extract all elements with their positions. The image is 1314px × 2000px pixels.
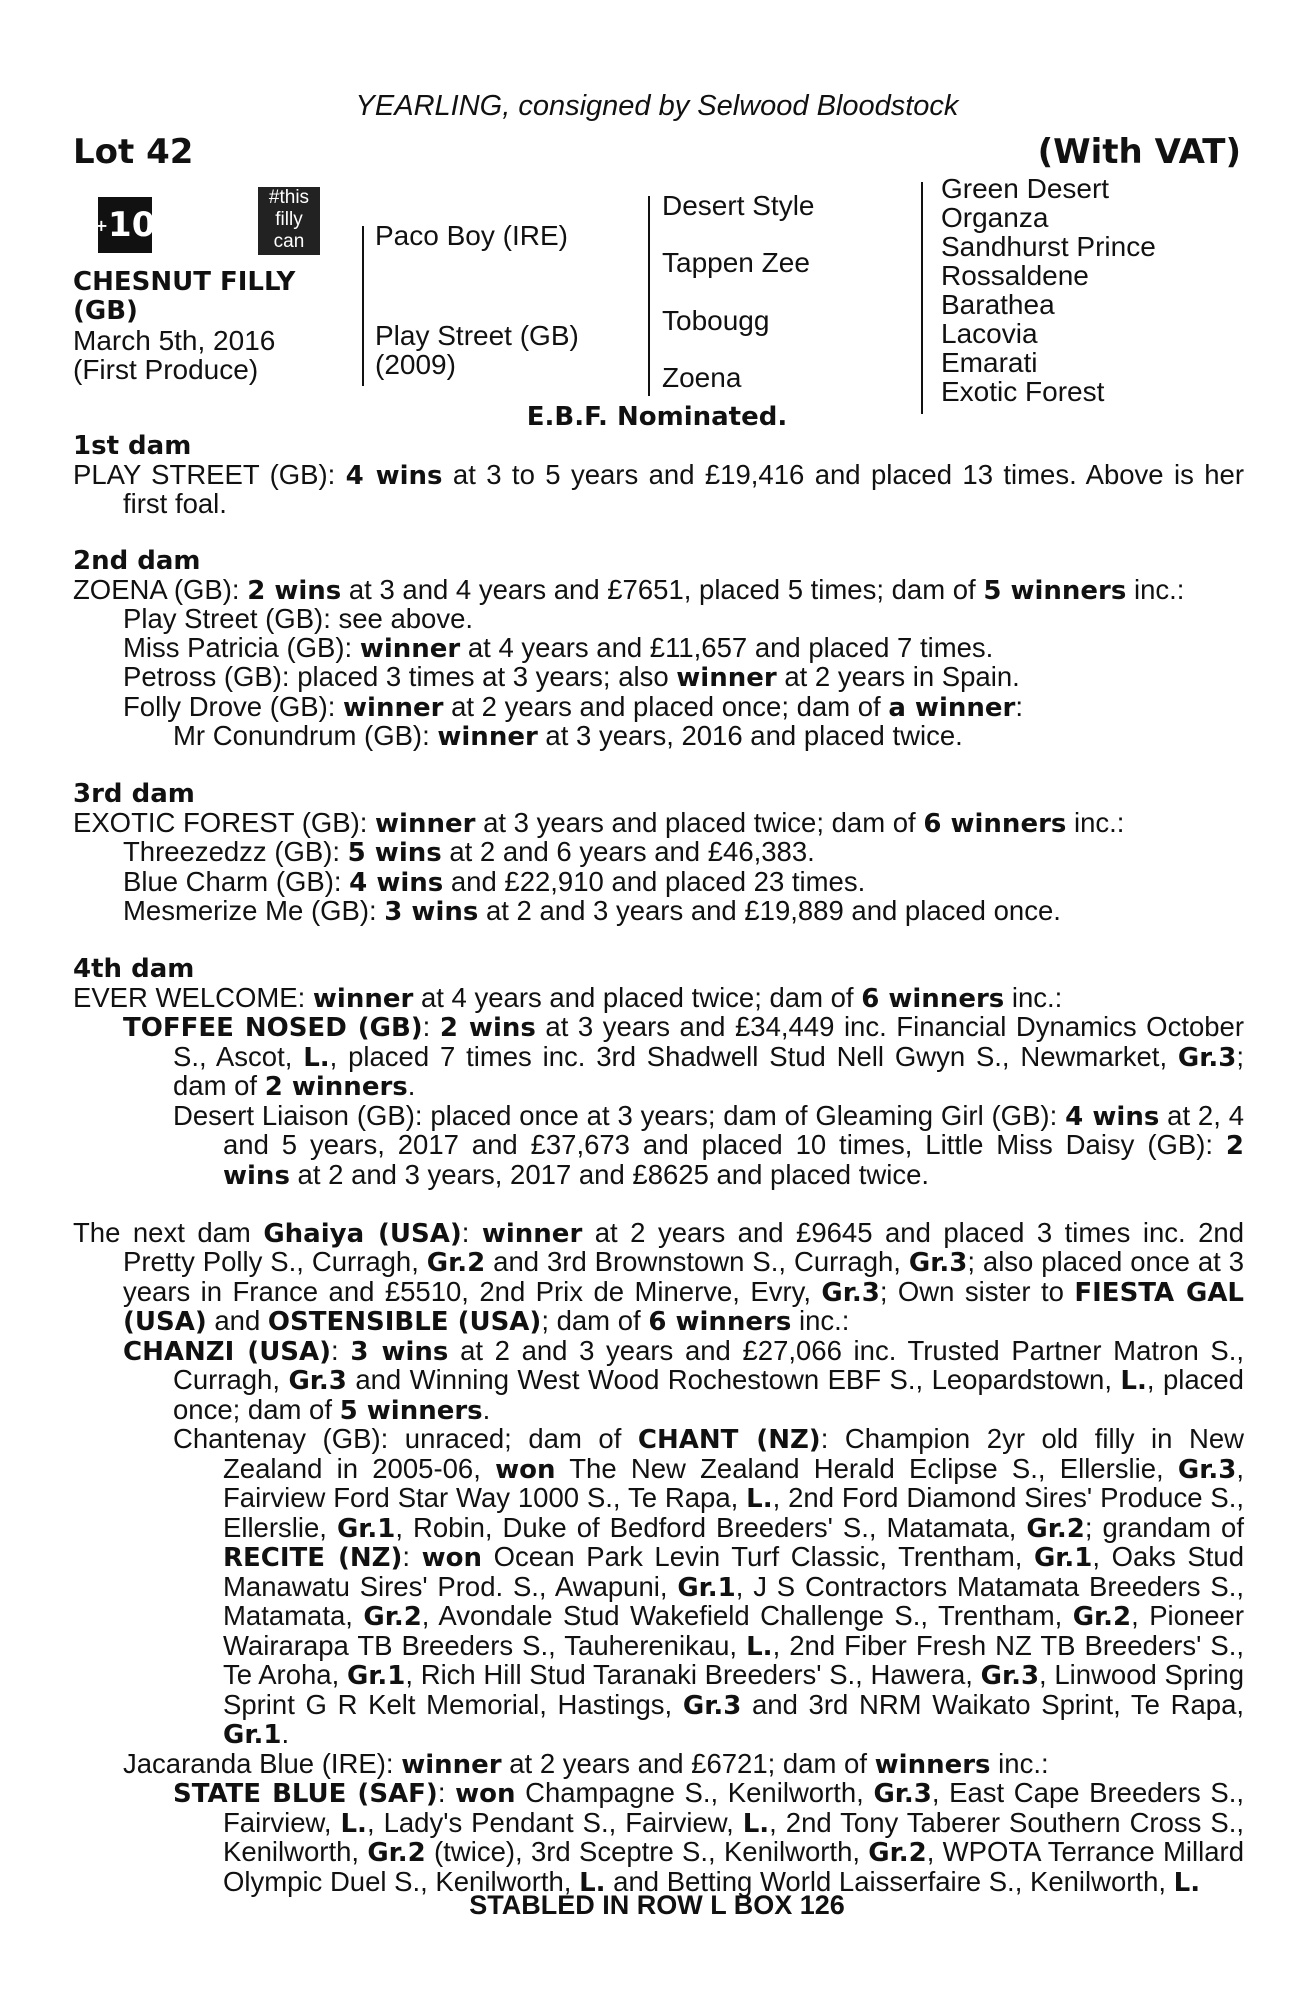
entry: ZOENA (GB): 2 wins at 3 and 4 years and £7651, placed 5 times; dam of 5 winners inc.:: [73, 573, 1185, 606]
great-grandsires: Green Desert Organza Sandhurst Prince Rossaldene Barathea Lacovia Emarati Exotic Forest: [941, 173, 1156, 407]
grandsire: Desert Style: [662, 190, 815, 221]
produce-note: (First Produce): [73, 354, 259, 385]
entry: Blue Charm (GB): 4 wins and £22,910 and placed 23 times.: [123, 865, 866, 898]
entry: TOFFEE NOSED (GB): 2 wins at 3 years and £34,449 inc. Financial Dynamics October S., Ascot, L., placed 7 times inc. 3rd Shadwell Stud Nell Gwyn S., Newmarket, Gr.3; dam of 2 winners.: [123, 1011, 1245, 1102]
entry: CHANZI (USA): 3 wins at 2 and 3 years and £27,066 inc. Trusted Partner Matron S., Curragh, Gr.3 and Winning West Wood Rochestown EBF S., Leopardstown, L., placed once; dam of 5 winners.: [123, 1334, 1245, 1426]
section-heading: 2nd dam: [73, 546, 201, 576]
entry: EVER WELCOME: winner at 4 years and placed twice; dam of 6 winners inc.:: [73, 981, 1063, 1014]
dam-year: (2009): [375, 349, 456, 380]
sire: Paco Boy (IRE): [375, 220, 568, 251]
entry: Miss Patricia (GB): winner at 4 years and £11,657 and placed 7 times.: [123, 631, 994, 664]
pedigree-divider: [648, 196, 650, 396]
entry: Mesmerize Me (GB): 3 wins at 2 and 3 years and £19,889 and placed once.: [123, 895, 1061, 927]
entry: Petross (GB): placed 3 times at 3 years; also winner at 2 years in Spain.: [123, 661, 1020, 693]
entry: The next dam Ghaiya (USA): winner at 2 years and £9645 and placed 3 times inc. 2nd Pretty Polly S., Curragh, Gr.2 and 3rd Brownstown S., Curragh, Gr.3; also placed once at 3 years in France and £5510, 2nd Prix de Minerve, Evry, Gr.3; Own sister to FIESTA GAL (USA) and OSTENSIBLE (USA); dam of 6 winners inc.:: [73, 1216, 1245, 1337]
grandsire: Tobougg: [662, 305, 770, 336]
section-heading: 1st dam: [73, 431, 192, 461]
grandsire: Tappen Zee: [662, 247, 810, 278]
pedigree-divider: [362, 226, 364, 386]
plus10-logo-icon: + 10: [98, 197, 152, 253]
lot-number: Lot 42: [73, 132, 194, 172]
pedigree-divider: [921, 182, 923, 414]
entry: Jacaranda Blue (IRE): winner at 2 years and £6721; dam of winners inc.:: [123, 1747, 1049, 1780]
grandsire: Zoena: [662, 362, 742, 393]
this-filly-can-logo-icon: #this filly can: [258, 187, 320, 255]
entry: Folly Drove (GB): winner at 2 years and placed once; dam of a winner:: [123, 690, 1023, 723]
stable-location: STABLED IN ROW L BOX 126: [469, 1890, 845, 1920]
dam: Play Street (GB): [375, 320, 579, 351]
section-heading: 4th dam: [73, 954, 195, 984]
entry: Threezedzz (GB): 5 wins at 2 and 6 years and £46,383.: [123, 836, 815, 868]
vat-note: (With VAT): [1037, 132, 1241, 172]
entry: STATE BLUE (SAF): won Champagne S., Kenilworth, Gr.3, East Cape Breeders S., Fairview, L., Lady's Pendant S., Fairview, L., 2nd Tony Taberer Southern Cross S., Kenilworth, Gr.2 (twice), 3rd Sceptre S., Kenilworth, Gr.2, WPOTA Terrance Millard Olympic Duel S., Kenilworth, L. and Betting World Laisserfaire S., Kenilworth, L.: [173, 1777, 1244, 1898]
entry: Mr Conundrum (GB): winner at 3 years, 2016 and placed twice.: [173, 720, 963, 752]
entry: Chantenay (GB): unraced; dam of CHANT (NZ): Champion 2yr old filly in New Zealand in 2005-06, won The New Zealand Herald Eclipse S., Ellerslie, Gr.3, Fairview Ford Star Way 1000 S., Te Rapa, L., 2nd Ford Diamond Sires' Produce S., Ellerslie, Gr.1, Robin, Duke of Bedford Breeders' S., Matamata, Gr.2; grandam of RECITE (NZ): won Ocean Park Levin Turf Classic, Trentham, Gr.1, Oaks Stud Manawatu Sires' Prod. S., Awapuni, Gr.1, J S Contractors Matamata Breeders S., Matamata, Gr.2, Avondale Stud Wakefield Challenge S., Trentham, Gr.2, Pioneer Wairarapa TB Breeders S., Tauherenikau, L., 2nd Fiber Fresh NZ TB Breeders' S., Te Aroha, Gr.1, Rich Hill Stud Taranaki Breeders' S., Hawera, Gr.3, Linwood Spring Sprint G R Kelt Memorial, Hastings, Gr.3 and 3rd NRM Waikato Sprint, Te Rapa, Gr.1.: [173, 1423, 1245, 1750]
entry: PLAY STREET (GB): 4 wins at 3 to 5 years and £19,416 and placed 13 times. Above is her first foal.: [73, 458, 1245, 519]
consignment-header: YEARLING, consigned by Selwood Bloodstock: [355, 90, 959, 122]
section-heading: 3rd dam: [73, 779, 195, 809]
horse-name: CHESNUT FILLY: [73, 267, 296, 297]
entry: EXOTIC FOREST (GB): winner at 3 years and placed twice; dam of 6 winners inc.:: [73, 806, 1125, 839]
catalogue-body: [73, 432, 1244, 1897]
ebf-nominated: E.B.F. Nominated.: [526, 402, 788, 432]
entry: Desert Liaison (GB): placed once at 3 years; dam of Gleaming Girl (GB): 4 wins at 2, 4 and 5 years, 2017 and £37,673 and placed 10 times, Little Miss Daisy (GB): 2 wins at 2 and 3 years, 2017 and £8625 and placed twice.: [173, 1099, 1244, 1191]
birth-date: March 5th, 2016: [73, 325, 276, 356]
entry: Play Street (GB): see above.: [123, 603, 474, 634]
horse-origin: (GB): [73, 296, 138, 326]
